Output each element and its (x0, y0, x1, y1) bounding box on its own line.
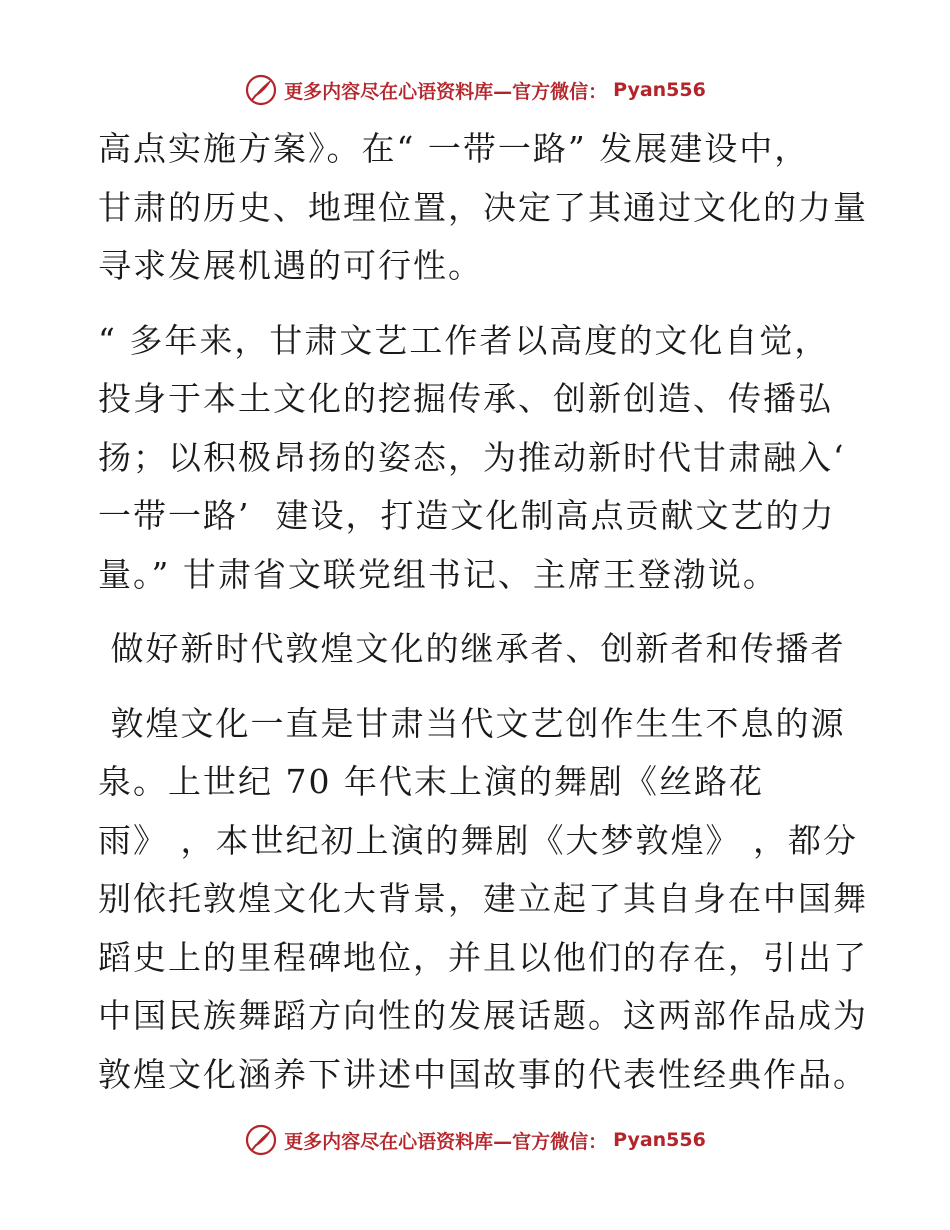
document-body (98, 120, 868, 1104)
text-line: “ 多年来，甘肃文艺工作者以高度的文化自觉， (98, 320, 830, 360)
text-line: 蹈史上的里程碑地位，并且以他们的存在，引出了 (98, 937, 868, 977)
watermark-wechat-id: Pyan556 (613, 1129, 706, 1151)
text-line: 一带一路’ 建设，打造文化制高点贡献文艺的力 (98, 496, 836, 535)
text-line: 投身于本土文化的挖掘传承、创新创造、传播弘 (98, 379, 833, 418)
quill-logo-icon (244, 73, 278, 107)
watermark-text: 更多内容尽在心语资料库—官方微信： (284, 1130, 608, 1153)
text-line: 雨》 ，本世纪初上演的舞剧《大梦敦煌》 ，都分 (98, 820, 858, 860)
quill-logo-icon (244, 1123, 278, 1157)
text-line: 泉。上世纪 70 年代末上演的舞剧《丝路花 (98, 762, 764, 801)
text-line: 敦煌文化一直是甘肃当代文艺创作生生不息的源 (98, 703, 846, 743)
paragraph-2 (98, 312, 858, 605)
text-line: 做好新时代敦煌文化的继承者、创新者和传播者 (98, 629, 846, 668)
text-line: 别依托敦煌文化大背景，建立起了其自身在中国舞 (98, 879, 868, 918)
watermark-wechat-id: Pyan556 (613, 79, 706, 101)
text-line: 寻求发展机遇的可行性。 (98, 246, 483, 285)
section-heading (98, 620, 858, 679)
paragraph-1 (98, 120, 868, 296)
text-line: 中国民族舞蹈方向性的发展话题。这两部作品成为 (98, 996, 868, 1035)
text-line: 量。” 甘肃省文联党组书记、主席王登渤说。 (98, 554, 778, 594)
paragraph-3 (98, 695, 868, 1105)
text-line: 敦煌文化涵养下讲述中国故事的代表性经典作品。 (98, 1054, 868, 1094)
text-line: 扬；以积极昂扬的姿态，为推动新时代甘肃融入‘ (98, 437, 846, 477)
footer-watermark (0, 1120, 950, 1160)
text-line: 高点实施方案》。在“ 一带一路” 发展建设中， (98, 129, 810, 168)
text-line: 甘肃的历史、地理位置，决定了其通过文化的力量 (98, 187, 868, 227)
header-watermark (0, 70, 950, 110)
watermark-text: 更多内容尽在心语资料库—官方微信： (284, 80, 608, 103)
